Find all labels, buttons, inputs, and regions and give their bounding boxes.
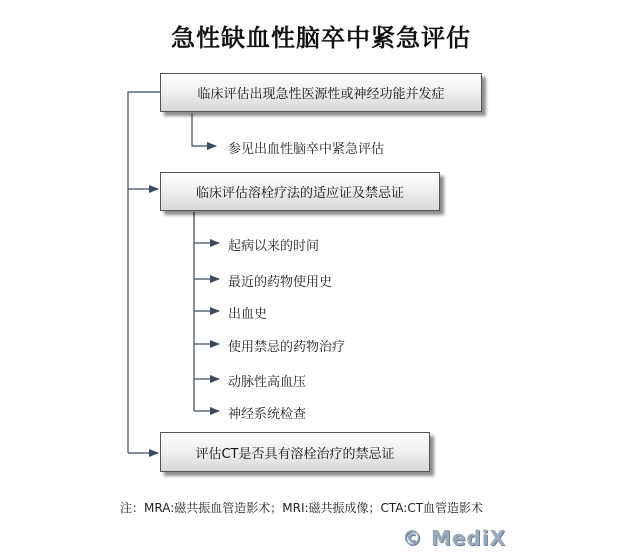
sub2-item-neuro-exam: 神经系统检查 bbox=[228, 407, 307, 422]
watermark-logo: © MediX bbox=[402, 526, 507, 550]
sub2-item-hypertension: 动脉性高血压 bbox=[228, 375, 307, 390]
box-thrombolysis-indications: 临床评估溶栓疗法的适应证及禁忌证 bbox=[160, 172, 440, 211]
sub2-item-bleeding-history: 出血史 bbox=[228, 307, 268, 322]
box-clinical-complications: 临床评估出现急性医源性或神经功能并发症 bbox=[160, 73, 482, 112]
sub2-item-drug-history: 最近的药物使用史 bbox=[228, 275, 333, 290]
page-title: 急性缺血性脑卒中紧急评估 bbox=[171, 24, 471, 52]
footnote: 注：MRA:磁共振血管造影术；MRI:磁共振成像；CTA:CT血管造影术 bbox=[120, 501, 484, 515]
sub1-line bbox=[192, 113, 216, 146]
box-ct-contraindications: 评估CT是否具有溶栓治疗的禁忌证 bbox=[160, 432, 430, 472]
main-trunk-line bbox=[128, 92, 160, 453]
sub1-item-hemorrhagic: 参见出血性脑卒中紧急评估 bbox=[228, 142, 385, 157]
sub2-item-onset-time: 起病以来的时间 bbox=[228, 239, 320, 254]
sub2-item-contraindicated-drugs: 使用禁忌的药物治疗 bbox=[228, 340, 346, 355]
